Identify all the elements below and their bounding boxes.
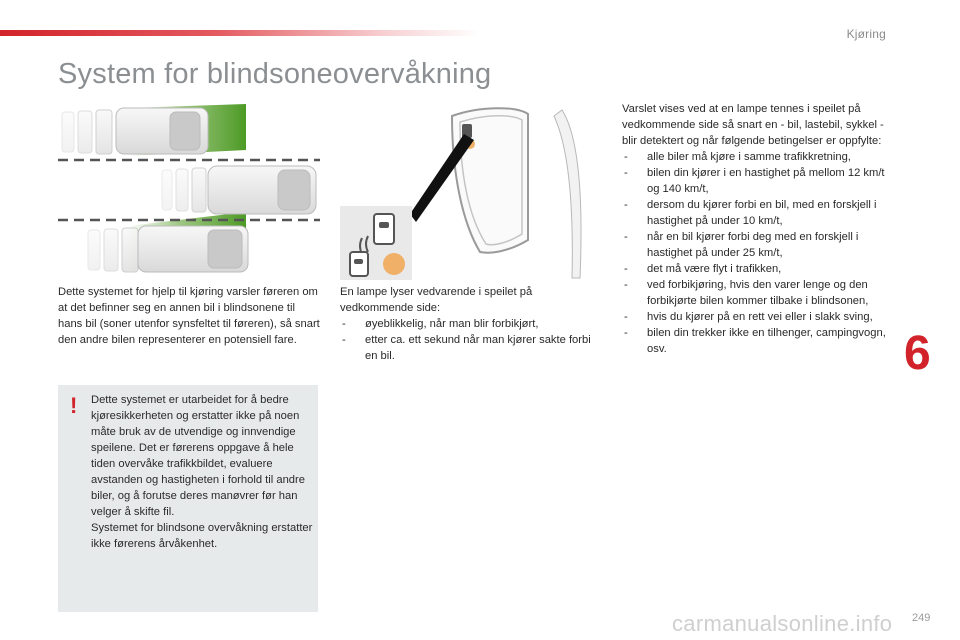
warning-note-text: [91, 392, 313, 552]
note-paragraph: Systemet for blindsone overvåkning erstatter ikke førerens årvåkenhet.: [91, 522, 313, 550]
car-upper-lane: [62, 108, 208, 154]
list-item: - bilen din trekker ikke en tilhenger, campingvogn, osv.: [622, 325, 886, 357]
conditions-intro: Varslet vises ved at en lampe tennes i speilet på vedkommende side så snart en - bil, lastebil, sykkel - blir detektert og når følgende betingelser er oppfylte:: [622, 103, 884, 147]
list-item: - dersom du kjører forbi en bil, med en forskjell i hastighet på under 10 km/t,: [622, 197, 886, 229]
list-item: - når en bil kjører forbi deg med en forskjell i hastighet på under 25 km/t,: [622, 229, 886, 261]
blind-spot-traffic-illustration: [58, 102, 320, 278]
conditions-list: [622, 149, 886, 357]
list-item: - alle biler må kjøre i samme trafikkretning,: [622, 149, 886, 165]
list-item: - etter ca. ett sekund når man kjører sakte forbi en bil.: [340, 332, 598, 364]
car-lower-lane: [88, 226, 248, 272]
watermark: carmanualsonline.info: [672, 611, 893, 636]
lamp-condition-list: [340, 316, 598, 364]
page-title: System for blindsoneovervåkning: [58, 58, 492, 90]
chapter-number: 6: [904, 327, 931, 380]
list-item: - ved forbikjøring, hvis den varer lenge og den forbikjørte bilen kommer tilbake i blindsonen,: [622, 277, 886, 309]
page-number: 249: [912, 612, 931, 624]
note-paragraph: Dette systemet er utarbeidet for å bedre kjøresikkerheten og erstatter ikke på noen måte bruk av de utvendige og innvendige speilene. Det er førerens oppgave å hele tiden overvåke trafikkbildet, evaluere avstanden og hastigheten i forhold til andre biler, og å forutse deres manøvrer før han velger å skifte fil.: [91, 394, 305, 518]
warning-note-box: [58, 385, 318, 612]
lamp-intro: En lampe lyser vedvarende i speilet på vedkommende side:: [340, 286, 533, 314]
list-item: - øyeblikkelig, når man blir forbikjørt,: [340, 316, 598, 332]
section-title: Kjøring: [846, 27, 886, 41]
intro-paragraph: Dette systemet for hjelp til kjøring varsler føreren om at det befinner seg en annen bil i blindsonene til hans bil (soner utenfor synsfeltet til føreren), så snart den andre bilen representerer en potensiell fare.: [58, 286, 320, 346]
conditions-description: [622, 101, 886, 357]
header-accent-bar: [0, 30, 480, 36]
mirror-warning-illustration: [340, 102, 604, 282]
lamp-description: [340, 284, 598, 364]
list-item: - bilen din kjører i en hastighet på mellom 12 km/t og 140 km/t,: [622, 165, 886, 197]
list-item: - det må være flyt i trafikken,: [622, 261, 886, 277]
list-item: - hvis du kjører på en rett vei eller i slakk sving,: [622, 309, 886, 325]
warning-exclamation-icon: !: [70, 393, 78, 418]
car-own-vehicle: [162, 166, 316, 214]
